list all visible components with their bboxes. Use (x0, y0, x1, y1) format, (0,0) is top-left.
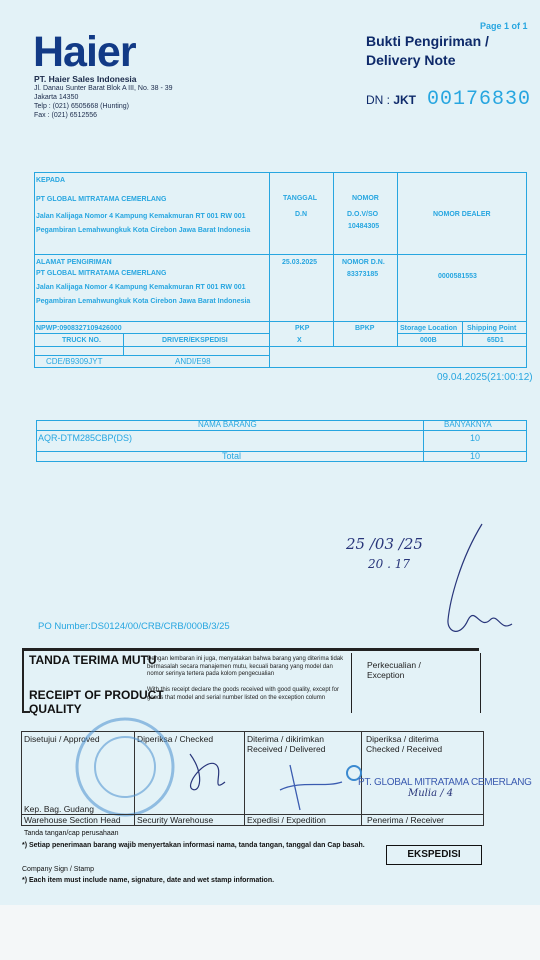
storage-label: Storage Location (400, 325, 458, 332)
tanggal-value: 25.03.2025 (282, 259, 318, 266)
dn-prefix: JKT (393, 93, 417, 107)
receipt-text-en: With this receipt declare the goods received with good quality, except for goods that model and serial number listed on the exception column (147, 687, 339, 701)
receipt-left-bracket (22, 651, 24, 713)
kepada-label: KEPADA (36, 177, 66, 184)
checked2-label-2: Checked / Received (366, 744, 443, 754)
driver-value: ANDI/E98 (175, 357, 211, 366)
storage-value: 000B (420, 337, 437, 344)
receipt-title-id: TANDA TERIMA MUTU (29, 653, 157, 667)
expedisi-role: Expedisi / Expedition (247, 815, 326, 825)
pkp-label: PKP (295, 325, 310, 332)
col-name-header: NAMA BARANG (198, 420, 257, 429)
checked-label: Diperiksa / Checked (137, 734, 214, 744)
nomor-label: NOMOR (352, 195, 379, 202)
approved-role-2: Warehouse Section Head (24, 815, 121, 825)
receipt-title-en-1: RECEIPT OF PRODUCT (29, 688, 164, 702)
total-label: Total (222, 451, 242, 461)
footer-note-2: *) Each item must include name, signature, date and wet stamp information. (22, 877, 275, 884)
checked-role: Security Warehouse (137, 815, 214, 825)
receiver-role: Penerima / Receiver (367, 815, 445, 825)
receiver-handwriting: Mulia / 4 (408, 788, 454, 799)
total-value: 10 (470, 451, 481, 461)
item-name: AQR-DTM285CBP(DS) (38, 433, 133, 443)
company-name: PT. Haier Sales Indonesia (34, 74, 137, 84)
document-title (366, 32, 489, 70)
handwritten-date: 25 /03 /25 (346, 535, 423, 553)
received-label-2: Received / Delivered (247, 744, 326, 754)
npwp: NPWP:0908327109426000 (36, 325, 122, 332)
receipt-top-rule (22, 648, 479, 651)
po-number: PO Number:DS0124/00/CRB/CRB/000B/3/25 (38, 621, 230, 632)
driver-label: DRIVER/EKSPEDISI (162, 337, 228, 344)
approved-role-1: Kep. Bag. Gudang (24, 804, 94, 814)
signature-scribble (420, 520, 520, 650)
checked2-label-1: Diperiksa / diterima (366, 734, 439, 744)
dn-label (366, 93, 416, 107)
tanggal-sub: D.N (295, 211, 308, 218)
pkp-value: X (297, 337, 302, 344)
truck-value: CDE/B9309JYT (46, 357, 103, 366)
address-line: Telp : (021) 6505668 (Hunting) (34, 103, 129, 110)
receiver-company-stamp: PT. GLOBAL MITRATAMA CEMERLANG (358, 777, 532, 788)
page-of: Page 1 of 1 (480, 21, 528, 31)
checked-signature (170, 734, 240, 804)
received-label-1: Diterima / dikirimkan (247, 734, 324, 744)
shipping-value: 65D1 (487, 337, 504, 344)
handwritten-time: 20 . 17 (368, 557, 410, 571)
dealer-value: 0000581553 (438, 273, 477, 280)
dn-number: 00176830 (427, 88, 532, 111)
approved-label: Disetujui / Approved (24, 734, 100, 744)
dn-label-text: DN : (366, 93, 390, 107)
company-sign: Company Sign / Stamp (22, 866, 94, 873)
receipt-text-id: Dengan lembaran ini juga, menyatakan bahwa barang yang diterima tidak bermasalah secara manajemen mutu, kecuali barang yang model dan nomor serinya tertera pada kolom pengecualian (147, 656, 344, 677)
col-qty-header: BANYAKNYA (444, 420, 492, 429)
bpkp-label: BPKP (355, 325, 375, 332)
address-line: Jl. Danau Sunter Barat Blok A III, No. 38 - 39 (34, 85, 173, 92)
tanda-tangan: Tanda tangan/cap perusahaan (24, 830, 119, 837)
receipt-title-en-2: QUALITY (29, 702, 82, 716)
kepada-address-1: Jalan Kalijaga Nomor 4 Kampung Kemakmuran RT 001 RW 001 (36, 213, 246, 220)
kepada-address-2: Pegambiran Lemahwungkuk Kota Cirebon Jawa Barat Indonesia (36, 227, 251, 234)
items-total-divider (36, 451, 527, 452)
nomor-dealer-label: NOMOR DEALER (433, 211, 491, 218)
nomor-sub-2: 10484305 (348, 223, 380, 230)
address-line: Jakarta 14350 (34, 94, 79, 101)
item-qty: 10 (470, 433, 481, 443)
address-line: Fax : (021) 6512556 (34, 112, 98, 119)
delivered-signature (270, 760, 350, 815)
print-timestamp: 09.04.2025(21:00:12) (437, 372, 533, 383)
nomor-sub-1: D.O.V/SO (347, 211, 379, 218)
truck-label: TRUCK NO. (62, 337, 101, 344)
haier-logo: Haier (33, 28, 136, 76)
alamat-name: PT GLOBAL MITRATAMA CEMERLANG (36, 270, 167, 277)
kepada-name: PT GLOBAL MITRATAMA CEMERLANG (36, 196, 167, 203)
title-line-1: Bukti Pengiriman / (366, 33, 489, 49)
footer-note-1: *) Setiap penerimaan barang wajib menyertakan informasi nama, tanda tangan, tanggal dan Cap basah. (22, 842, 365, 849)
alamat-address-2: Pegambiran Lemahwungkuk Kota Cirebon Jawa Barat Indonesia (36, 298, 251, 305)
nomor-dn-label: NOMOR D.N. (342, 259, 385, 266)
alamat-address-1: Jalan Kalijaga Nomor 4 Kampung Kemakmuran RT 001 RW 001 (36, 284, 246, 291)
title-line-2: Delivery Note (366, 52, 456, 68)
alamat-label: ALAMAT PENGIRIMAN (36, 259, 112, 266)
ekspedisi-label: EKSPEDISI (386, 845, 482, 865)
exception-label-1: Perkecualian / (367, 660, 421, 670)
nomor-dn-value: 83373185 (347, 271, 379, 278)
shipping-label: Shipping Point (467, 325, 517, 332)
exception-label-2: Exception (367, 670, 405, 680)
tanggal-label: TANGGAL (283, 195, 318, 202)
